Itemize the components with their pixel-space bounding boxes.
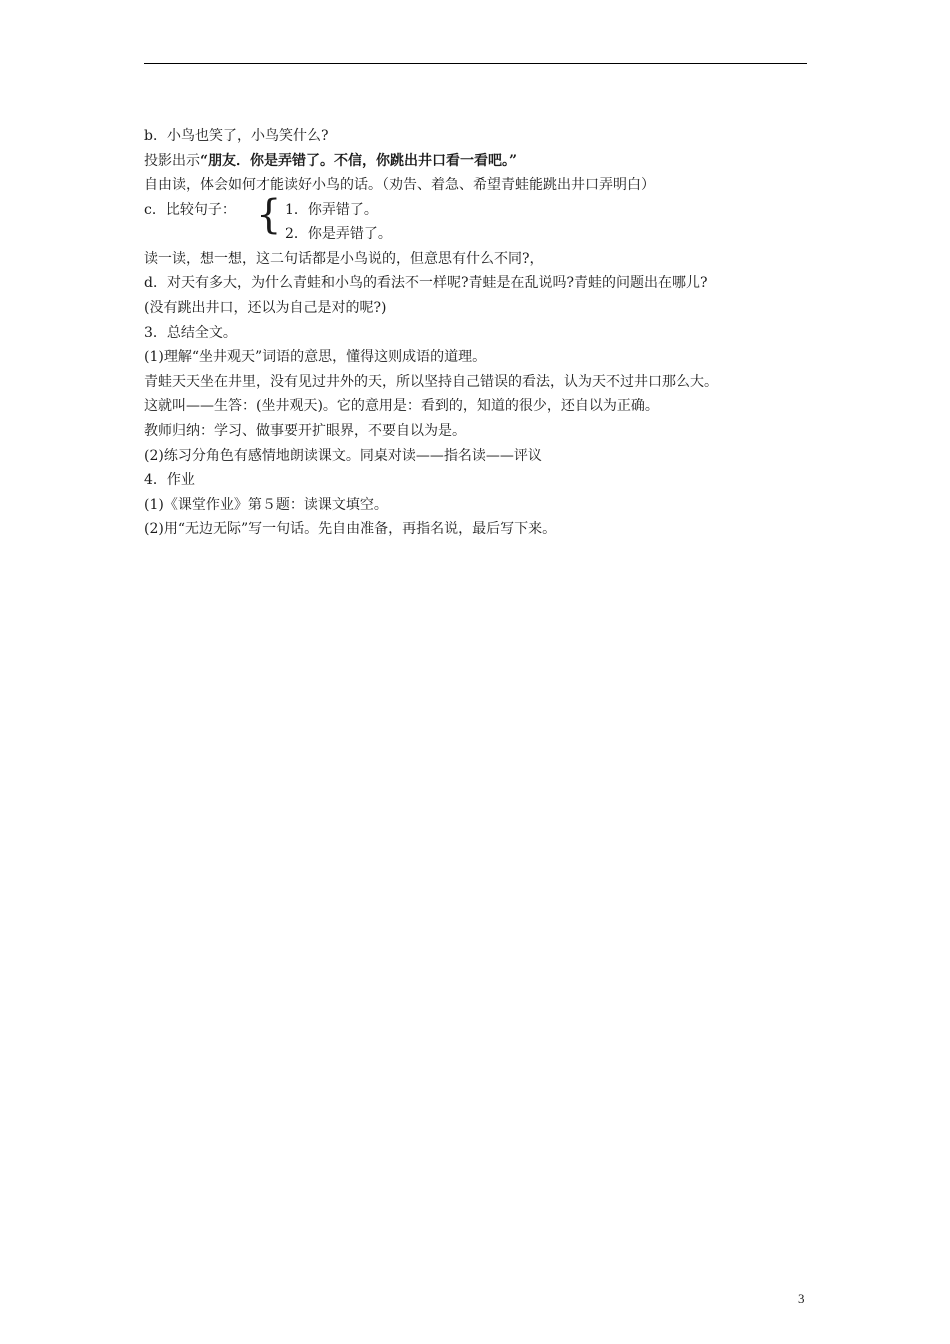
line-4-2: (2)用“无边无际”写一句话。先自由准备，再指名说，最后写下来。 — [144, 521, 557, 538]
line-frog: 青蛙天天坐在井里，没有见过井外的天，所以坚持自己错误的看法，认为天不过井口那么大。 — [144, 373, 718, 390]
document-body — [144, 124, 824, 542]
line-teacher-summary: 教师归纳：学习、做事要开扩眼界，不要自以为是。 — [144, 422, 466, 439]
page-number: 3 — [798, 1291, 805, 1306]
line-meaning: 这就叫——生答：(坐井观天)。它的意用是：看到的，知道的很少，还自以为正确。 — [144, 398, 659, 415]
line-projection — [144, 149, 824, 174]
compare-sentences — [144, 191, 824, 247]
projection-open-quote: “ — [200, 152, 209, 169]
brace-icon: { — [256, 191, 282, 238]
projection-label: 投影出示 — [144, 152, 200, 169]
line-read-think: 读一读，想一想，这二句话都是小鸟说的，但意思有什么不同?， — [144, 250, 544, 267]
line-b: b．小鸟也笑了，小鸟笑什么? — [144, 128, 329, 144]
compare-items — [285, 198, 392, 247]
line-4-1: (1)《课堂作业》第５题：读课文填空。 — [144, 496, 388, 513]
line-d-answer: (没有跳出井口，还以为自己是对的呢?) — [144, 299, 387, 316]
compare-item-1: 1．你弄错了。 — [285, 201, 378, 218]
header-rule — [144, 63, 807, 64]
line-d: d．对天有多大，为什么青蛙和小鸟的看法不一样呢?青蛙是在乱说吗?青蛙的问题出在哪儿? — [144, 275, 708, 292]
compare-item-2: 2．你是弄错了。 — [285, 226, 392, 243]
line-free-read: 自由读，体会如何才能读好小鸟的话。（劝告、着急、希望青蛙能跳出井口弄明白） — [144, 177, 655, 194]
projection-quote: 朋友．你是弄错了。不信，你跳出井口看一看吧。” — [208, 152, 518, 169]
line-3-2: (2)练习分角色有感情地朗读课文。同桌对读——指名读——评议 — [144, 447, 542, 464]
section-4-heading: 4．作业 — [144, 472, 195, 489]
line-3-1: (1)理解“坐井观天”词语的意思，懂得这则成语的道理。 — [144, 349, 487, 366]
compare-label: c．比较句子： — [144, 201, 236, 218]
section-3-heading: 3．总结全文。 — [144, 324, 237, 341]
